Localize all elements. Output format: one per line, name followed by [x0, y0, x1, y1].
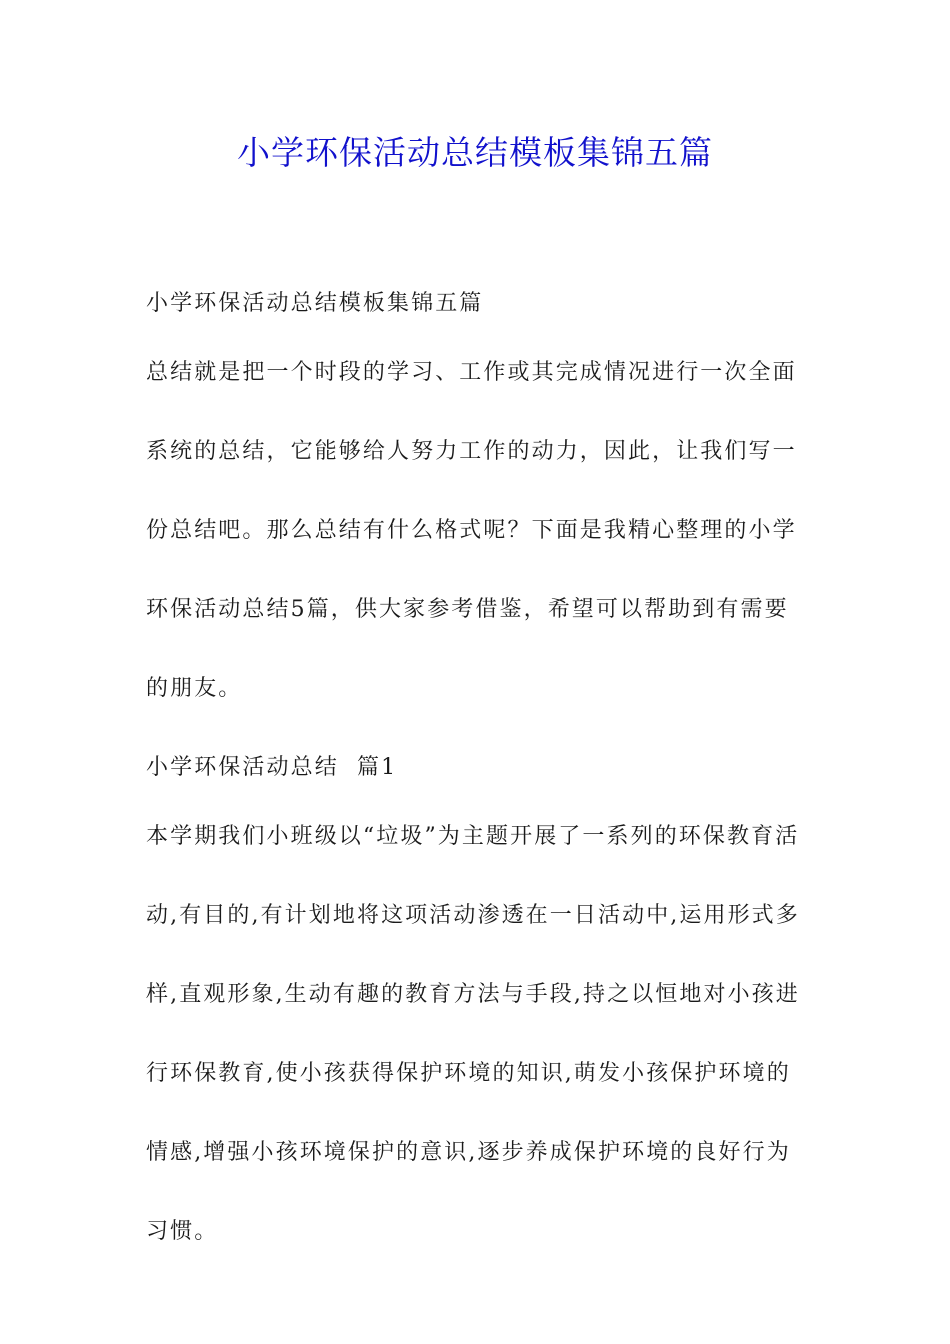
document-title: 小学环保活动总结模板集锦五篇	[237, 133, 713, 172]
section-1-paragraph: 本学期我们小班级以“垃圾”为主题开展了一系列的环保教育活动,有目的,有计划地将这项活动渗透在一日活动中,运用形式多样,直观形象,生动有趣的教育方法与手段,持之以恒地对小孩进行环保教育,使小孩获得保护环境的知识,萌发小孩保护环境的情感,增强小孩环境保护的意识,逐步养成保护环境的良好行为习惯。	[146, 824, 800, 1244]
section-1-heading: 小学环保活动总结 篇1	[146, 755, 398, 780]
document-body	[146, 264, 811, 1271]
document-subtitle: 小学环保活动总结模板集锦五篇	[146, 291, 484, 316]
intro-paragraph: 总结就是把一个时段的学习、工作或其完成情况进行一次全面系统的总结，它能够给人努力工作的动力，因此，让我们写一份总结吧。那么总结有什么格式呢？下面是我精心整理的小学环保活动总结5篇，供大家参考借鉴，希望可以帮助到有需要的朋友。	[146, 360, 797, 701]
